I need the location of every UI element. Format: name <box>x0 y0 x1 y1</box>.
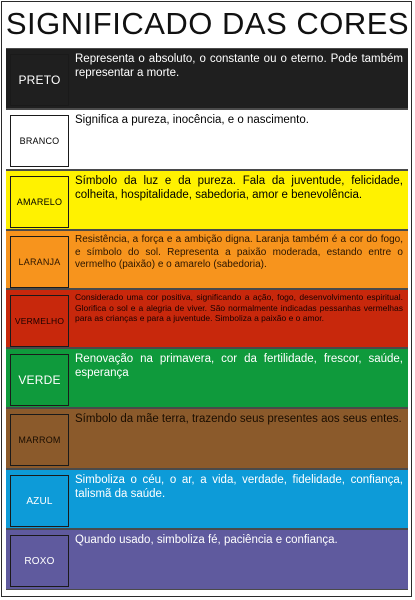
color-row <box>6 348 408 408</box>
color-description: Resistência, a força e a ambição digna. Laranja também é a cor do fogo, e símbolo do sol. Representa a paixão moderada, estando entre o vermelho (paixão) e o amarelo (sabedoria). <box>75 234 403 270</box>
color-row <box>6 289 408 348</box>
color-description: Representa o absoluto, o constante ou o eterno. Pode também representar a morte. <box>75 53 403 79</box>
color-description: Símbolo da luz e da pureza. Fala da juventude, felicidade, colheita, hospitalidade, sabedoria, amor e benevolência. <box>75 175 403 201</box>
page-title: SIGNIFICADO DAS CORES <box>5 6 410 41</box>
color-row <box>6 109 408 170</box>
color-row <box>6 48 408 109</box>
color-description: Renovação na primavera, cor da fertilidade, frescor, saúde, esperança <box>75 353 403 379</box>
color-description: Considerado uma cor positiva, significando a ação, fogo, desenvolvimento espiritual. Glorifica o sol e a alegria de viver. São normalmente indicadas pessanhas vermelhas para as crianças e para a juventude. Simboliza a paixão e o amor. <box>75 292 403 323</box>
color-description: Quando usado, simboliza fé, paciência e confiança. <box>75 534 338 546</box>
color-description: Simboliza o céu, o ar, a vida, verdade, fidelidade, confiança, talismã da saúde. <box>75 474 403 500</box>
color-swatch: LARANJA <box>10 236 69 288</box>
color-swatch: AZUL <box>10 475 69 527</box>
color-swatch: MARROM <box>10 414 69 466</box>
color-row <box>6 170 408 230</box>
color-swatch: ROXO <box>10 535 69 587</box>
color-swatch: VERMELHO <box>10 295 69 347</box>
color-row <box>6 230 408 289</box>
color-row <box>6 408 408 469</box>
color-description: Significa a pureza, inocência, e o nascimento. <box>75 114 309 126</box>
color-swatch: VERDE <box>10 354 69 406</box>
color-swatch: PRETO <box>10 54 69 106</box>
color-row <box>6 529 408 590</box>
color-swatch: BRANCO <box>10 115 69 167</box>
color-row <box>6 469 408 529</box>
color-swatch: AMARELO <box>10 176 69 228</box>
color-description: Símbolo da mãe terra, trazendo seus presentes aos seus entes. <box>75 413 402 425</box>
